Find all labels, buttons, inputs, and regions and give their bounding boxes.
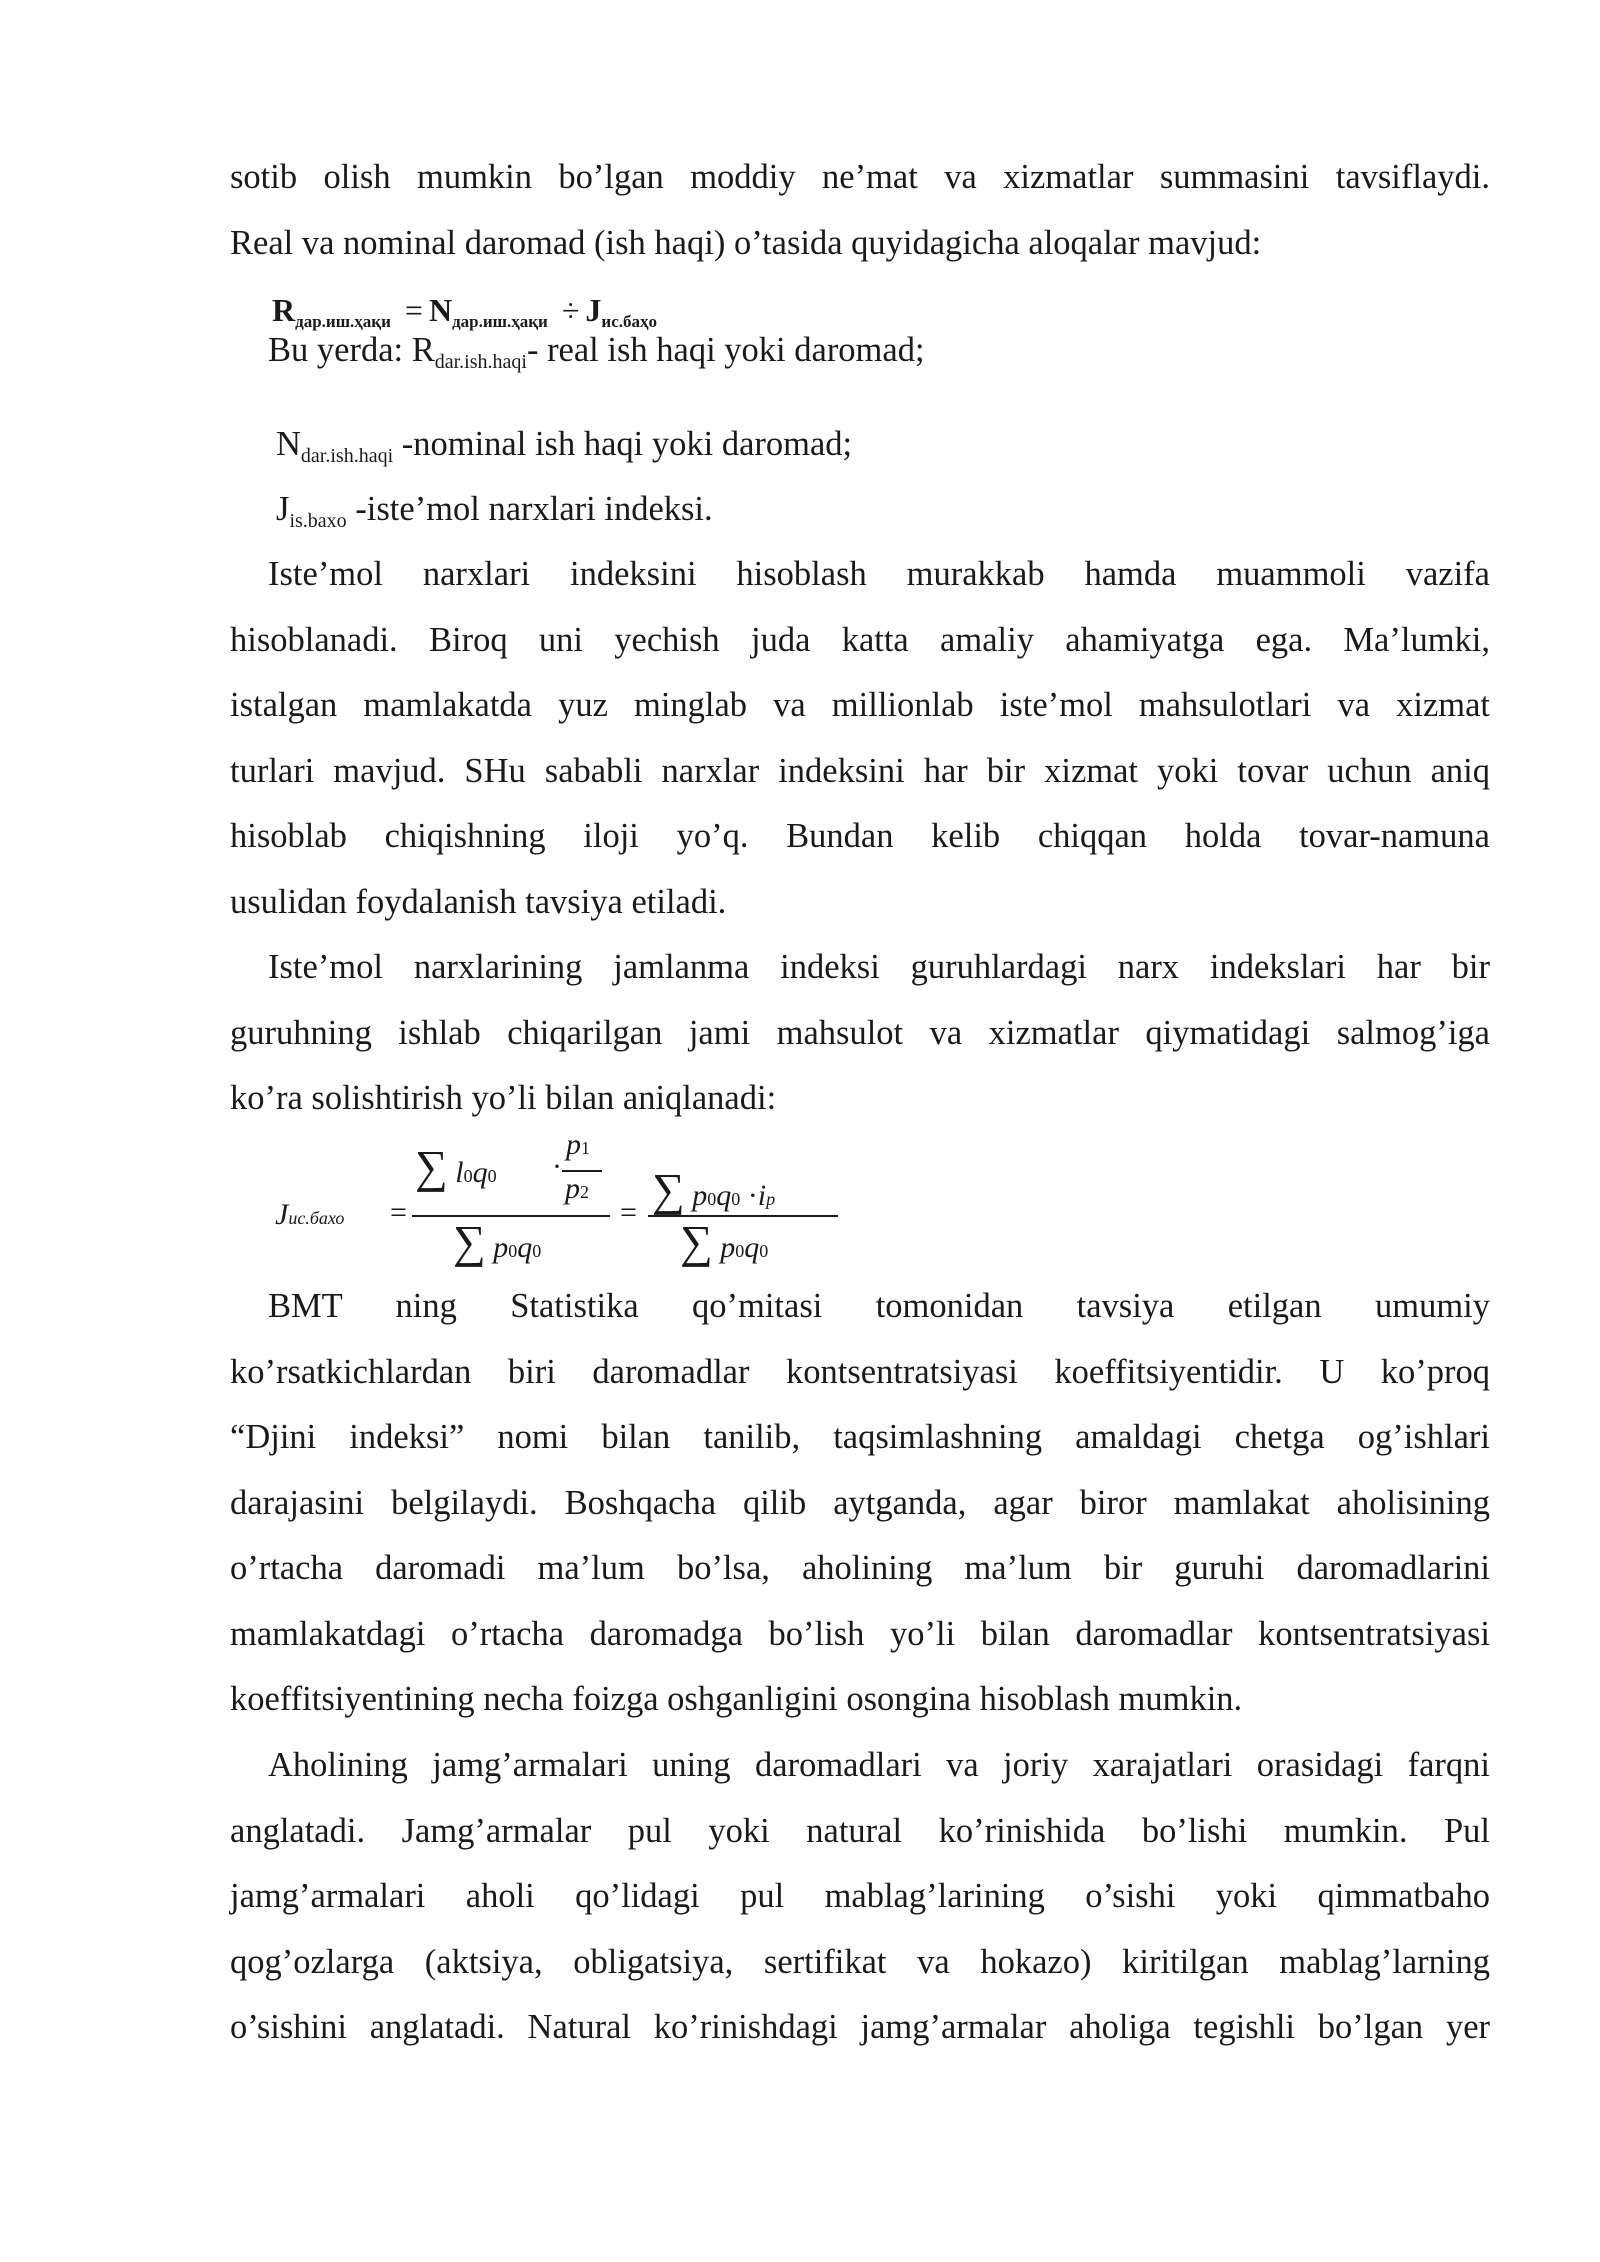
- paragraph4-line: o’sishini anglatadi. Natural ko’rinishdagi jamg’armalar aholiga tegishli bo’lgan yer: [230, 2008, 1490, 2046]
- formula2-dot: ·: [552, 1150, 562, 1183]
- paragraph1-line: hisoblanadi. Biroq uni yechish juda katta amaliy ahamiyatga ega. Ma’lumki,: [230, 620, 1490, 659]
- formula2-p2: p2: [565, 1172, 589, 1205]
- formula2-left-denominator: ∑ p0q0: [453, 1216, 542, 1267]
- formula2-p1: p1: [566, 1128, 590, 1161]
- definition-n-sub: dar.ish.haqi: [300, 445, 394, 467]
- definition-j-sub: is.baxo: [289, 510, 347, 532]
- definition-real-income: [268, 318, 925, 383]
- formula1-N-sub: дар.иш.ҳақи: [452, 312, 548, 331]
- paragraph-3: [230, 1274, 1490, 1733]
- paragraph4-line: jamg’armalari aholi qo’lidagi pul mablag’larining o’sishi yoki qimmatbaho: [230, 1877, 1490, 1915]
- paragraph-4: [230, 1733, 1490, 2061]
- paragraph1-line: istalgan mamlakatda yuz minglab va millionlab iste’mol mahsulotlari va xizmat: [230, 686, 1490, 724]
- definition-r-sub: dar.ish.haqi: [434, 351, 527, 373]
- paragraph3-line: koeffitsiyentining necha foizga oshganligini osongina hisoblash mumkin.: [230, 1680, 1243, 1718]
- paragraph2-line: Iste’mol narxlarining jamlanma indeksi guruhlardagi narx indekslari har bir: [268, 948, 1490, 986]
- formula2-eq2: =: [620, 1196, 637, 1229]
- formula1-R: R: [272, 292, 296, 328]
- formula2-eq1: =: [390, 1196, 407, 1229]
- paragraph2-line: ko’ra solishtirish yo’li bilan aniqlanadi:: [230, 1079, 777, 1117]
- paragraph1-line: turlari mavjud. SHu sababli narxlar indeksini har bir xizmat yoki tovar uchun aniq: [230, 751, 1490, 790]
- formula2-left-numerator: ∑ l0q0: [415, 1141, 497, 1192]
- paragraph1-line: hisoblab chiqishning iloji yo’q. Bundan kelib chiqqan holda tovar-namuna: [230, 817, 1490, 855]
- paragraph-1: [230, 542, 1490, 935]
- formula2-J: Jис.бахо: [275, 1198, 345, 1231]
- formula1-R-sub: дар.иш.ҳақи: [295, 312, 391, 331]
- formula1-N: N: [428, 292, 453, 328]
- formula1-div: ÷: [561, 292, 580, 328]
- definition-n-desc: -nominal ish haqi yoki daromad;: [393, 425, 853, 463]
- formula1-eq: =: [404, 292, 423, 328]
- paragraph3-line: BMT ning Statistika qo’mitasi tomonidan tavsiya etilgan umumiy: [268, 1287, 1490, 1325]
- formula1-J: J: [585, 292, 602, 328]
- definition-r-desc: - real ish haqi yoki daromad;: [526, 331, 925, 369]
- intro-line-1: sotib olish mumkin bo’lgan moddiy ne’mat va xizmatlar summasini tavsiflaydi.: [230, 158, 1490, 196]
- formula1-J-sub: ис.баҳо: [601, 312, 658, 331]
- paragraph1-line: usulidan foydalanish tavsiya etiladi.: [230, 882, 727, 921]
- paragraph4-line: Aholining jamg’armalari uning daromadlari va joriy xarajatlari orasidagi farqni: [268, 1746, 1490, 1784]
- paragraph-2: [230, 935, 1490, 1132]
- definition-price-index: [276, 477, 713, 542]
- formula2-right-denominator: ∑ p0q0: [680, 1216, 769, 1267]
- paragraph3-line: darajasini belgilaydi. Boshqacha qilib aytganda, agar biror mamlakat aholisining: [230, 1483, 1490, 1522]
- formula2-right-numerator: ∑ p0q0 ·ip: [652, 1164, 776, 1215]
- intro-text: [230, 145, 1490, 276]
- paragraph4-line: qog’ozlarga (aktsiya, obligatsiya, sertifikat va hokazo) kiritilgan mablag’larning: [230, 1942, 1490, 1981]
- paragraph1-line: Iste’mol narxlari indeksini hisoblash murakkab hamda muammoli vazifa: [268, 555, 1490, 593]
- paragraph3-line: mamlakatdagi o’rtacha daromadga bo’lish yo’li bilan daromadlar kontsentratsiyasi: [230, 1614, 1490, 1653]
- paragraph3-line: ko’rsatkichlardan biri daromadlar kontsentratsiyasi koeffitsiyentidir. U ko’proq: [230, 1352, 1490, 1391]
- paragraph3-line: “Djini indeksi” nomi bilan tanilib, taqsimlashning amaldagi chetga og’ishlari: [230, 1418, 1490, 1456]
- paragraph2-line: guruhning ishlab chiqarilgan jami mahsulot va xizmatlar qiymatidagi salmog’iga: [230, 1013, 1490, 1052]
- intro-line-2: Real va nominal daromad (ish haqi) o’tasida quyidagicha aloqalar mavjud:: [230, 223, 1262, 262]
- definition-j-desc: -iste’mol narxlari indeksi.: [346, 490, 713, 528]
- definition-nominal-income: [276, 412, 852, 477]
- definition-j-main: J: [276, 490, 290, 528]
- paragraph4-line: anglatadi. Jamg’armalar pul yoki natural ko’rinishida bo’lishi mumkin. Pul: [230, 1811, 1490, 1850]
- definition-r-prefix: Bu yerda: R: [268, 331, 435, 369]
- paragraph3-line: o’rtacha daromadi ma’lum bo’lsa, aholining ma’lum bir guruhi daromadlarini: [230, 1549, 1490, 1587]
- definition-n-main: N: [276, 425, 301, 463]
